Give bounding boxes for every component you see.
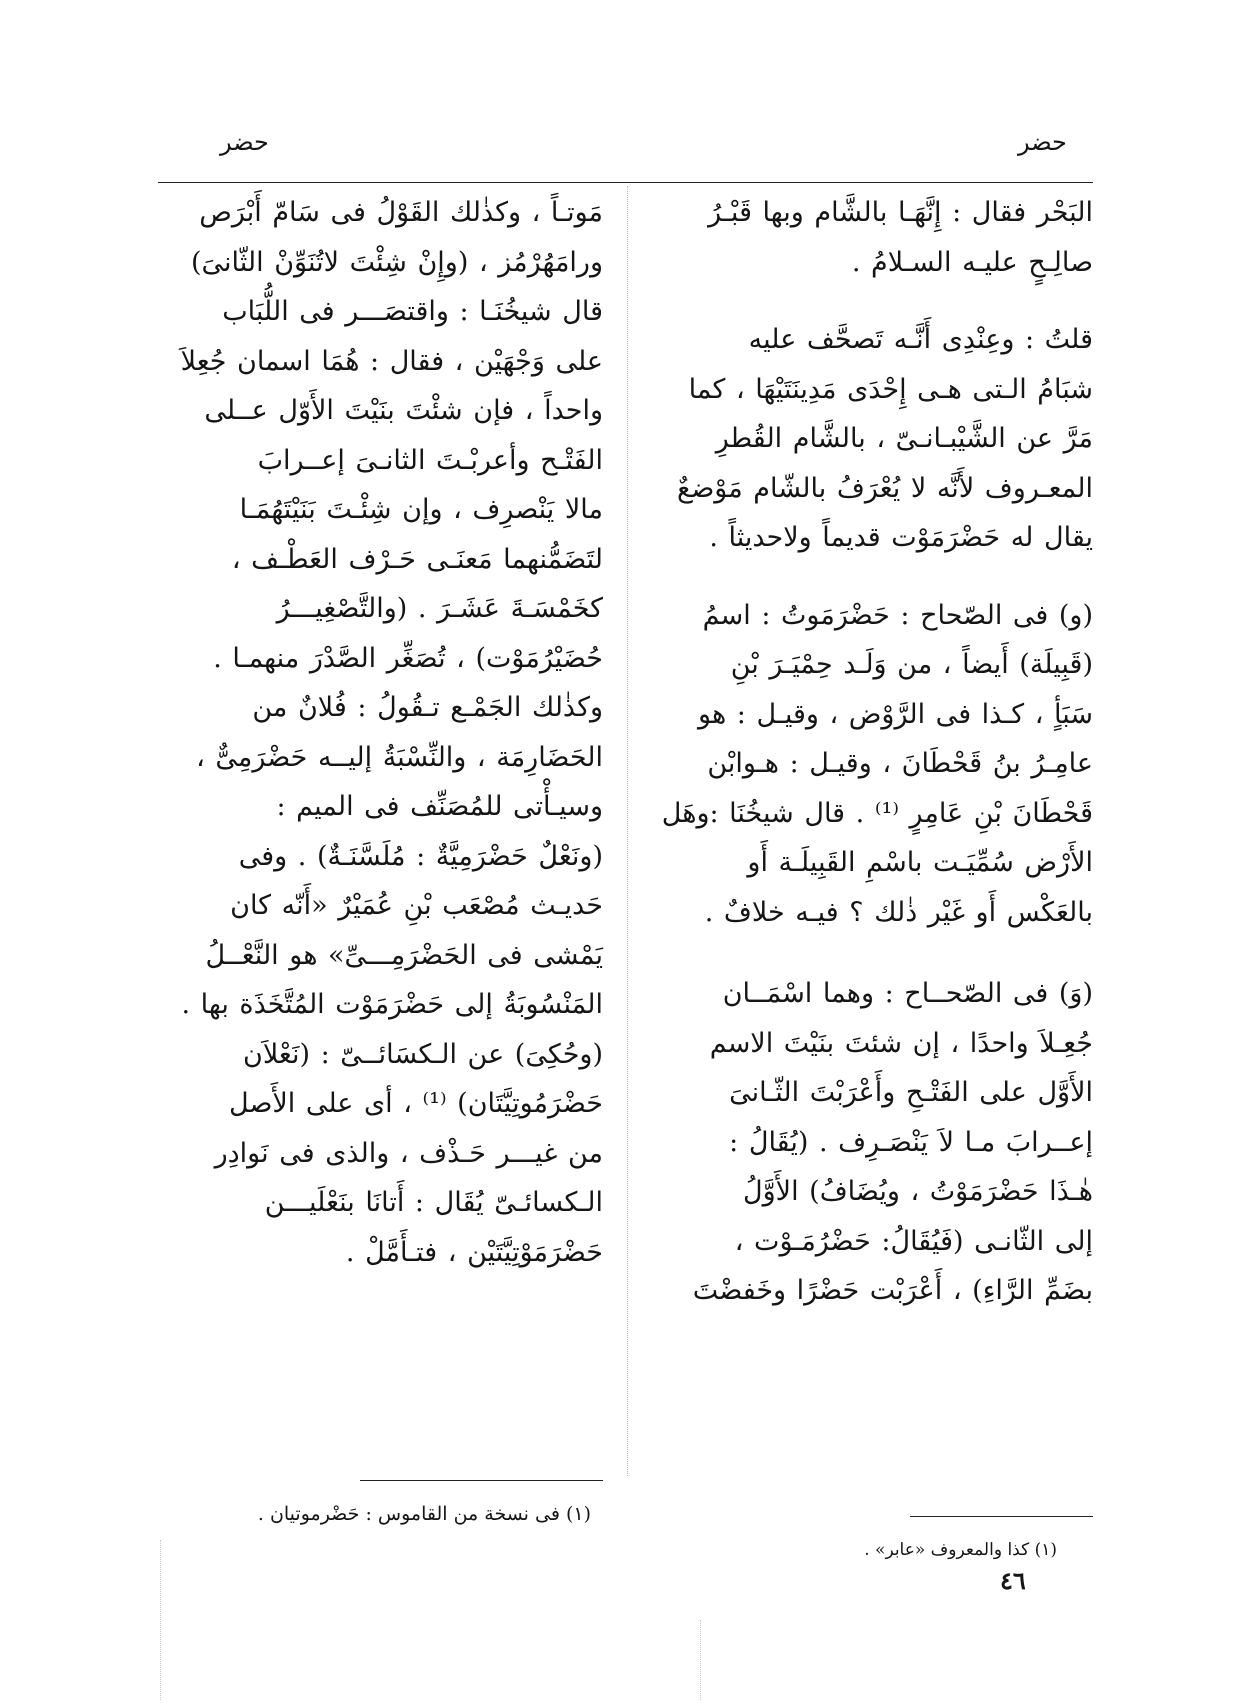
text-line: يَمْشى فى الحَضْرَمِـــىِّ» هو النَّعْــلُ: [205, 939, 603, 971]
text-line: حَضْرَمَوْتِيَّتَيْن ، فتـأَمَّلْ .: [345, 1236, 603, 1268]
text-line: حُضَيْرُمَوْت) ، تُصَغِّر الصَّدْرَ منهمـا .: [213, 642, 603, 674]
text-line: الأَرْض سُمِّيَـت باسْمِ القَبِيلَـة أَو: [747, 847, 1093, 878]
text-line: حَضْرَمُوتِيَّتَان) ⁽¹⁾ ، أى على الأَصل: [229, 1088, 603, 1119]
text-line: قال شيخُنَـا : واقتصَـــر فى اللُّبَاب: [222, 296, 603, 327]
scan-artifact-line: [160, 1540, 161, 1700]
text-line: ورامَهُرْمُز ، (وإِنْ شِئْتَ لاتُنَوِّنْ الثّانىَ): [190, 246, 603, 278]
text-line: وسيـأْتى للمُصَنِّف فى الميم :: [276, 791, 603, 822]
text-line: الـكسائـىّ يُقَال : أَتانَا بنَعْلَيـــن: [264, 1187, 603, 1218]
text-line: عامِـرُ بنُ قَحْطَانَ ، وقيـل : هـوابْن: [707, 748, 1093, 779]
text-line: كخَمْسَـةَ عَشَـرَ . (والتَّصْغِيـــرُ: [276, 593, 603, 624]
page-number: ٤٦: [1000, 1566, 1026, 1595]
running-head-left: حضر: [220, 128, 269, 156]
text-line: المَنْسُوبَةُ إلى حَضْرَمَوْت المُتَّخَذَة بها .: [181, 989, 603, 1020]
footnote-right: (١) كذا والمعروف «عابر» .: [864, 1540, 1057, 1560]
text-line: صالِـحٍ عليـه السـلامُ .: [851, 246, 1093, 278]
text-line: إعــرابَ مـا لاَ يَنْصَـرِف . (يُقَالُ :: [729, 1126, 1093, 1158]
text-line: الحَضَارِمَة ، والنِّسْبَةُ إليــه حَضْرَمِىٌّ ،: [196, 741, 603, 773]
paragraph-gap: [658, 287, 1093, 315]
text-line: مَرَّ عن الشَّيْبـانـىّ ، بالشَّام القُطرِ: [715, 423, 1093, 454]
text-line: يقال له حَضْرَمَوْت قديماً ولاحديثاً .: [709, 522, 1093, 553]
text-line: البَحْر فقال : إِنَّهَـا بالشَّام وبها قَبْـرُ: [708, 197, 1093, 228]
text-line: إلى الثّانـى (فَيُقَالُ: حَضْرُمَـوْت ،: [734, 1225, 1093, 1257]
text-line: وكذٰلك الجَمْـع تـقُولُ : فُلانٌ من: [252, 692, 603, 723]
text-line: سَبَأٍ ، كـذا فى الرَّوْض ، وقيـل : هو: [698, 698, 1093, 730]
text-line: بالعَكْس أَو غَيْر ذٰلك ؟ فيـه خلافٌ .: [704, 896, 1093, 928]
right-column: [658, 188, 1093, 1316]
text-line: شبَامُ الـتى هـى إِحْدَى مَدِينَتَيْهَا ، كما: [688, 373, 1093, 405]
text-line: حَديـث مُصْعَب بْنِ عُمَيْرٌ «أَنّه كان: [230, 890, 603, 921]
scan-artifact-line: [700, 1620, 701, 1700]
text-line: الأَوَّل على الفَتْـحِ وأَعْرَبْتَ الثّـانىَ: [729, 1077, 1093, 1108]
paragraph-gap: [658, 563, 1093, 591]
text-line: واحداً ، فإن شئْتَ بنَيْتَ الأَوّل عــلى: [204, 395, 603, 426]
column-divider: [627, 186, 628, 1476]
text-line: الفَتْـح وأعربْـتَ الثانـىَ إعــرابَ: [257, 444, 603, 476]
header-rule: [158, 182, 1093, 183]
running-head-right: حضر: [1018, 128, 1067, 156]
footnote-rule-left: [360, 1480, 603, 1481]
text-line: مالا يَنْصرِف ، وإن شِئْـتَ بَنَيْتَهُمَـا: [239, 494, 603, 525]
text-line: بضَمِّ الرَّاءِ) ، أَعْرَبْت حَضْرًا وخَفضْتَ: [692, 1275, 1093, 1306]
text-line: لتَضَمُّنهما مَعنَـى حَـرْف العَطْـف ،: [231, 543, 603, 575]
footnote-rule-right: [910, 1516, 1093, 1517]
text-line: من غيـــر حَـذْف ، والذى فى نَوادِر: [214, 1137, 603, 1169]
text-line: على وَجْهَيْن ، فقال : هُمَا اسمان جُعِلاَ: [180, 345, 603, 377]
text-line: مَوتـاً ، وكذٰلك القَوْلُ فى سَامّ أَبْرَص: [199, 197, 603, 228]
text-line: قلتُ : وعِنْدِى أَنَّـه تَصحَّف عليه: [748, 324, 1093, 355]
footnote-left: (١) فى نسخة من القاموس : حَضْرموتيان .: [257, 1503, 591, 1525]
text-line: (وَ) فى الصّحــاح : وهما اسْمَــان: [722, 978, 1093, 1009]
text-line: (قَبِيلَة) أَيضاً ، من وَلَـد حِمْيَـرَ بْنِ: [730, 649, 1093, 680]
text-line: (وحُكِىَ) عن الـكسَائــىّ : (نَعْلاَن: [242, 1038, 603, 1070]
text-line: (ونَعْلٌ حَضْرَمِيَّةٌ : مُلَسَّنَـةٌ) . وفى: [238, 840, 603, 872]
text-line: جُعِـلاَ واحدًا ، إن شئتَ بنَيْتَ الاسم: [709, 1027, 1093, 1059]
paragraph-gap: [658, 937, 1093, 969]
text-line: (و) فى الصّحاح : حَضْرَمَوتُ : اسمُ: [702, 599, 1093, 631]
text-line: هٰـذَا حَضْرَمَوْتُ ، ويُضَافُ) الأَوَّلُ: [743, 1176, 1093, 1207]
text-line: قَحْطَانَ بْنِ عَامِرٍ ⁽¹⁾ . قال شيخُنَا :وهَل: [661, 797, 1093, 829]
left-column: [150, 188, 603, 1277]
text-line: المعـروف لأَنَّه لا يُعْرَفُ بالشّام مَوْضعٌ: [676, 472, 1093, 504]
